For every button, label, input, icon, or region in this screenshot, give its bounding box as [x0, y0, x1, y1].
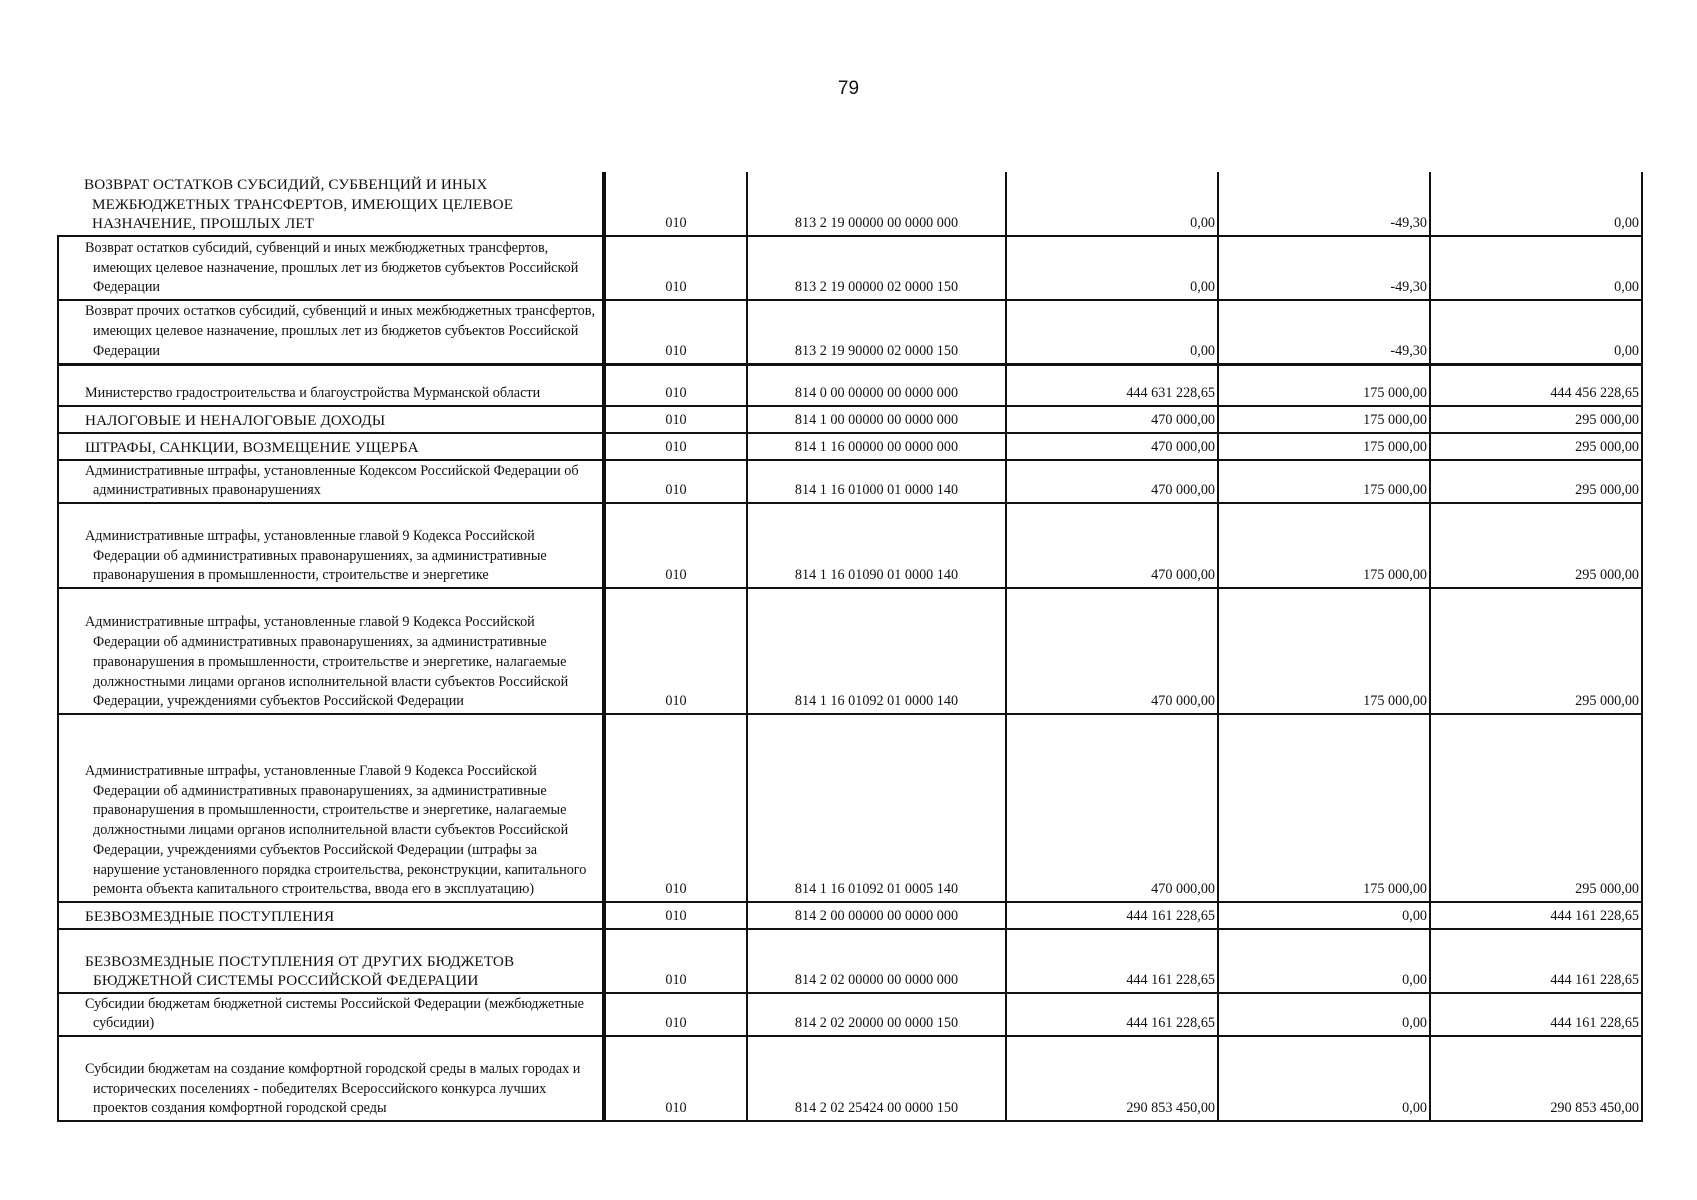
row-budget-code: 814 1 16 01092 01 0005 140 [747, 714, 1006, 902]
row-name: ВОЗВРАТ ОСТАТКОВ СУБСИДИЙ, СУБВЕНЦИЙ И ИНЫХ МЕЖБЮДЖЕТНЫХ ТРАНСФЕРТОВ, ИМЕЮЩИХ ЦЕЛЕВОЕ НАЗНАЧЕНИЕ, ПРОШЛЫХ ЛЕТ [58, 172, 604, 236]
row-value-1: 0,00 [1006, 172, 1218, 236]
row-name: НАЛОГОВЫЕ И НЕНАЛОГОВЫЕ ДОХОДЫ [58, 406, 604, 433]
row-admin-code: 010 [604, 433, 747, 460]
row-name: Административные штрафы, установленные Кодексом Российской Федерации об административных правонарушениях [58, 460, 604, 503]
table-row [58, 929, 1642, 993]
budget-revenue-table [57, 172, 1643, 1122]
row-value-2: 175 000,00 [1218, 460, 1430, 503]
table-row [58, 172, 1642, 236]
row-admin-code: 010 [604, 300, 747, 364]
row-admin-code: 010 [604, 460, 747, 503]
row-value-2: 0,00 [1218, 929, 1430, 993]
row-value-3: 444 161 228,65 [1430, 902, 1642, 929]
row-name: Административные штрафы, установленные Главой 9 Кодекса Российской Федерации об административных правонарушениях, за административные правонарушения в промышленности, строительстве и энергетике, налагаемые должностными лицами органов исполнительной власти субъектов Российской Федерации, учреждениями субъектов Российской Федерации (штрафы за нарушение установленного порядка строительства, реконструкции, капитального ремонта объекта капитального строительства, ввода его в эксплуатацию) [58, 714, 604, 902]
row-admin-code: 010 [604, 503, 747, 588]
row-value-1: 444 161 228,65 [1006, 929, 1218, 993]
row-value-1: 470 000,00 [1006, 406, 1218, 433]
row-value-1: 290 853 450,00 [1006, 1036, 1218, 1121]
row-name: Субсидии бюджетам бюджетной системы Российской Федерации (межбюджетные субсидии) [58, 993, 604, 1036]
table-row [58, 588, 1642, 714]
row-value-2: -49,30 [1218, 300, 1430, 364]
row-value-2: 175 000,00 [1218, 503, 1430, 588]
row-value-3: 290 853 450,00 [1430, 1036, 1642, 1121]
row-value-3: 295 000,00 [1430, 433, 1642, 460]
row-value-2: 0,00 [1218, 993, 1430, 1036]
row-value-1: 0,00 [1006, 236, 1218, 300]
row-admin-code: 010 [604, 406, 747, 433]
row-value-3: 295 000,00 [1430, 406, 1642, 433]
row-budget-code: 814 1 16 00000 00 0000 000 [747, 433, 1006, 460]
row-name: Министерство градостроительства и благоустройства Мурманской области [58, 364, 604, 406]
row-value-3: 295 000,00 [1430, 460, 1642, 503]
row-name: Субсидии бюджетам на создание комфортной городской среды в малых городах и исторических поселениях - победителях Всероссийского конкурса лучших проектов создания комфортной городской среды [58, 1036, 604, 1121]
row-budget-code: 814 2 02 00000 00 0000 000 [747, 929, 1006, 993]
row-value-3: 444 161 228,65 [1430, 993, 1642, 1036]
row-admin-code: 010 [604, 929, 747, 993]
row-value-1: 470 000,00 [1006, 503, 1218, 588]
row-admin-code: 010 [604, 714, 747, 902]
row-value-2: 175 000,00 [1218, 364, 1430, 406]
row-admin-code: 010 [604, 236, 747, 300]
row-admin-code: 010 [604, 588, 747, 714]
row-value-3: 444 456 228,65 [1430, 364, 1642, 406]
row-budget-code: 814 2 02 20000 00 0000 150 [747, 993, 1006, 1036]
row-value-3: 0,00 [1430, 172, 1642, 236]
row-value-3: 0,00 [1430, 236, 1642, 300]
row-budget-code: 814 1 16 01000 01 0000 140 [747, 460, 1006, 503]
table-row [58, 993, 1642, 1036]
row-value-3: 295 000,00 [1430, 714, 1642, 902]
table-row [58, 300, 1642, 364]
row-admin-code: 010 [604, 1036, 747, 1121]
table-row [58, 714, 1642, 902]
row-name: Административные штрафы, установленные главой 9 Кодекса Российской Федерации об административных правонарушениях, за административные правонарушения в промышленности, строительстве и энергетике [58, 503, 604, 588]
row-name: Возврат прочих остатков субсидий, субвенций и иных межбюджетных трансфертов, имеющих целевое назначение, прошлых лет из бюджетов субъектов Российской Федерации [58, 300, 604, 364]
row-value-1: 470 000,00 [1006, 588, 1218, 714]
row-value-3: 444 161 228,65 [1430, 929, 1642, 993]
table-row [58, 503, 1642, 588]
row-value-1: 470 000,00 [1006, 460, 1218, 503]
row-value-2: 175 000,00 [1218, 406, 1430, 433]
row-value-2: 0,00 [1218, 902, 1430, 929]
row-value-3: 295 000,00 [1430, 503, 1642, 588]
row-value-1: 0,00 [1006, 300, 1218, 364]
table-row [58, 236, 1642, 300]
table-row [58, 1036, 1642, 1121]
row-value-2: 175 000,00 [1218, 433, 1430, 460]
row-budget-code: 813 2 19 00000 02 0000 150 [747, 236, 1006, 300]
row-value-1: 444 161 228,65 [1006, 902, 1218, 929]
table-row [58, 433, 1642, 460]
table-row [58, 902, 1642, 929]
row-value-2: 175 000,00 [1218, 588, 1430, 714]
row-value-2: 175 000,00 [1218, 714, 1430, 902]
row-value-3: 295 000,00 [1430, 588, 1642, 714]
row-budget-code: 814 0 00 00000 00 0000 000 [747, 364, 1006, 406]
row-name: Возврат остатков субсидий, субвенций и иных межбюджетных трансфертов, имеющих целевое назначение, прошлых лет из бюджетов субъектов Российской Федерации [58, 236, 604, 300]
row-value-1: 470 000,00 [1006, 433, 1218, 460]
row-value-1: 470 000,00 [1006, 714, 1218, 902]
table-row [58, 406, 1642, 433]
row-name: БЕЗВОЗМЕЗДНЫЕ ПОСТУПЛЕНИЯ [58, 902, 604, 929]
table-row [58, 364, 1642, 406]
row-admin-code: 010 [604, 902, 747, 929]
row-budget-code: 814 2 00 00000 00 0000 000 [747, 902, 1006, 929]
row-budget-code: 813 2 19 90000 02 0000 150 [747, 300, 1006, 364]
row-name: БЕЗВОЗМЕЗДНЫЕ ПОСТУПЛЕНИЯ ОТ ДРУГИХ БЮДЖЕТОВ БЮДЖЕТНОЙ СИСТЕМЫ РОССИЙСКОЙ ФЕДЕРАЦИИ [58, 929, 604, 993]
row-admin-code: 010 [604, 364, 747, 406]
row-budget-code: 814 1 16 01092 01 0000 140 [747, 588, 1006, 714]
row-value-3: 0,00 [1430, 300, 1642, 364]
row-value-2: 0,00 [1218, 1036, 1430, 1121]
row-budget-code: 813 2 19 00000 00 0000 000 [747, 172, 1006, 236]
row-value-2: -49,30 [1218, 236, 1430, 300]
page-number: 79 [837, 78, 860, 99]
row-admin-code: 010 [604, 172, 747, 236]
table-row [58, 460, 1642, 503]
row-value-1: 444 631 228,65 [1006, 364, 1218, 406]
row-name: Административные штрафы, установленные главой 9 Кодекса Российской Федерации об административных правонарушениях, за административные правонарушения в промышленности, строительстве и энергетике, налагаемые должностными лицами органов исполнительной власти субъектов Российской Федерации, учреждениями субъектов Российской Федерации [58, 588, 604, 714]
row-budget-code: 814 2 02 25424 00 0000 150 [747, 1036, 1006, 1121]
row-budget-code: 814 1 00 00000 00 0000 000 [747, 406, 1006, 433]
row-value-2: -49,30 [1218, 172, 1430, 236]
row-value-1: 444 161 228,65 [1006, 993, 1218, 1036]
row-name: ШТРАФЫ, САНКЦИИ, ВОЗМЕЩЕНИЕ УЩЕРБА [58, 433, 604, 460]
row-admin-code: 010 [604, 993, 747, 1036]
row-budget-code: 814 1 16 01090 01 0000 140 [747, 503, 1006, 588]
